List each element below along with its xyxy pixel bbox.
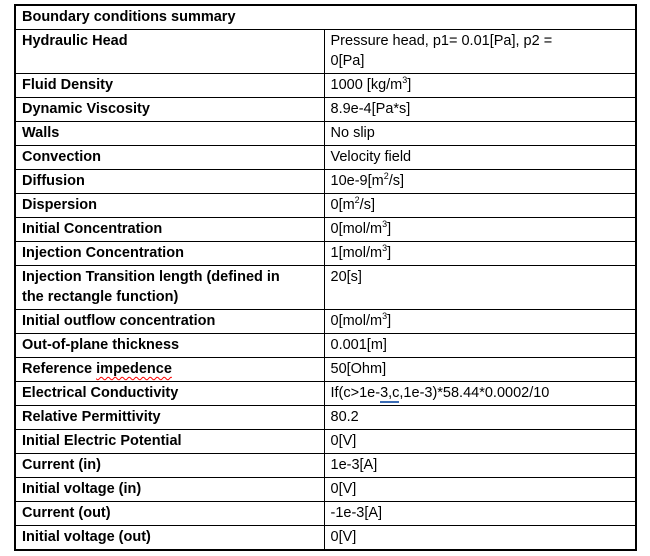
table-row: [15, 30, 636, 74]
table-row: [15, 478, 636, 502]
row-value: $1[mol/m^3]$: [324, 242, 636, 266]
row-value: $0[m^2/s]$: [324, 194, 636, 218]
table-row: [15, 358, 636, 382]
row-value: No slip: [324, 122, 636, 146]
row-label: Fluid Density: [15, 74, 324, 98]
row-label: Initial outflow concentration: [15, 310, 324, 334]
row-value: Velocity field: [324, 146, 636, 170]
row-label: Initial Concentration: [15, 218, 324, 242]
row-label: Reference impedence: [15, 358, 324, 382]
row-value: $0[mol/m^3]$: [324, 310, 636, 334]
table-title-row: [15, 5, 636, 30]
row-label: Injection Concentration: [15, 242, 324, 266]
row-label: Initial voltage (in): [15, 478, 324, 502]
row-label: Convection: [15, 146, 324, 170]
row-label: Relative Permittivity: [15, 406, 324, 430]
row-value: 80.2: [324, 406, 636, 430]
table-row: [15, 430, 636, 454]
row-label: Injection Transition length (defined in the rectangle function): [15, 266, 324, 310]
boundary-conditions-table: [14, 4, 637, 551]
row-label: Initial voltage (out): [15, 526, 324, 551]
table-row: [15, 406, 636, 430]
row-value: If(c>1e-3,c,1e-3)*58.44*0.0002/10: [324, 382, 636, 406]
row-label: Walls: [15, 122, 324, 146]
row-value: 0[V]: [324, 526, 636, 551]
row-label: Electrical Conductivity: [15, 382, 324, 406]
row-value: 1000 $[kg/m^3]$: [324, 74, 636, 98]
row-value: 50[Ohm]: [324, 358, 636, 382]
table-row: [15, 454, 636, 478]
table-row: [15, 242, 636, 266]
row-value: Pressure head, p1= 0.01[Pa], p2 = 0[Pa]: [324, 30, 636, 74]
row-label: Initial Electric Potential: [15, 430, 324, 454]
table-row: [15, 146, 636, 170]
table-row: [15, 266, 636, 310]
row-label: Dynamic Viscosity: [15, 98, 324, 122]
row-value: $0[mol/m^3]$: [324, 218, 636, 242]
row-value: 0[V]: [324, 430, 636, 454]
grammar-underline: 3,c: [380, 385, 400, 401]
row-value: -1e-3[A]: [324, 502, 636, 526]
table-row: [15, 382, 636, 406]
table-row: [15, 170, 636, 194]
table-row: [15, 502, 636, 526]
boundary-table-body: [15, 30, 636, 551]
row-value: 1e-3[A]: [324, 454, 636, 478]
table-row: [15, 194, 636, 218]
row-value: 0.001[m]: [324, 334, 636, 358]
table-row: [15, 98, 636, 122]
row-label: Dispersion: [15, 194, 324, 218]
row-value: $10e-9[m^2/s]$: [324, 170, 636, 194]
table-row: [15, 334, 636, 358]
row-label: Current (in): [15, 454, 324, 478]
table-title: Boundary conditions summary: [15, 5, 636, 30]
row-label: Hydraulic Head: [15, 30, 324, 74]
row-value: 0[V]: [324, 478, 636, 502]
row-label: Current (out): [15, 502, 324, 526]
table-row: [15, 310, 636, 334]
row-value: 20[s]: [324, 266, 636, 310]
table-row: [15, 526, 636, 551]
row-label: Diffusion: [15, 170, 324, 194]
row-label: Out-of-plane thickness: [15, 334, 324, 358]
table-row: [15, 218, 636, 242]
row-value: 8.9e-4[Pa*s]: [324, 98, 636, 122]
table-row: [15, 74, 636, 98]
spellcheck-underline: impedence: [96, 361, 172, 377]
table-row: [15, 122, 636, 146]
